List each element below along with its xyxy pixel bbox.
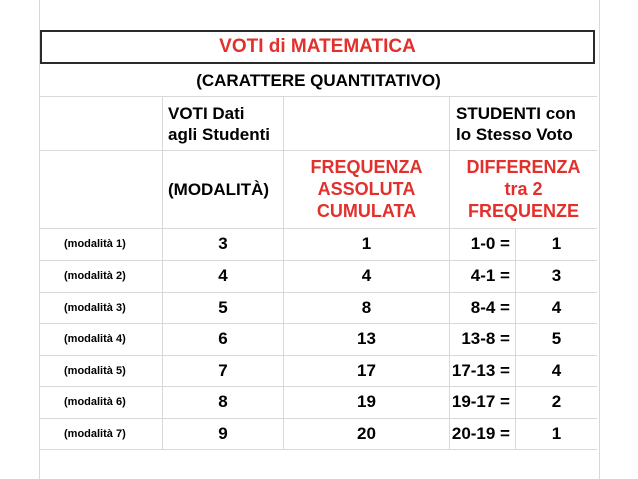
- row-voto: 9: [218, 423, 228, 443]
- header-studenti-line2: lo Stesso Voto: [456, 125, 573, 144]
- header-frequenza-line3: CUMULATA: [316, 201, 417, 221]
- header-differenza-line3: FREQUENZE: [467, 201, 579, 221]
- table-title: VOTI di MATEMATICA: [40, 30, 595, 64]
- row-label: (modalità 3): [64, 301, 126, 314]
- header-frequenza: [284, 152, 449, 226]
- header-modalita: (MODALITÀ): [168, 179, 270, 199]
- header-differenza-line1: DIFFERENZA: [466, 157, 581, 177]
- row-frequenza: 1: [361, 234, 372, 253]
- header-studenti: [456, 103, 596, 147]
- row-frequenza: 17: [357, 360, 376, 380]
- row-differenza-expr: 13-8 =: [461, 329, 510, 348]
- row-frequenza: 13: [357, 329, 376, 348]
- row-result: 3: [551, 266, 562, 285]
- row-differenza-expr: 20-19 =: [451, 423, 510, 443]
- row-label: (modalità 5): [64, 364, 126, 377]
- header-voti-line1: VOTI Dati: [168, 104, 245, 123]
- row-label: (modalità 4): [64, 333, 126, 345]
- row-label: (modalità 6): [64, 396, 126, 408]
- header-differenza-line2: tra 2: [504, 179, 543, 199]
- row-differenza-expr: 19-17 =: [451, 392, 510, 411]
- row-voto: 4: [218, 266, 228, 285]
- row-frequenza: 4: [361, 266, 372, 285]
- grid-line: [40, 150, 597, 151]
- row-voto: 7: [218, 360, 228, 380]
- header-differenza: [450, 152, 597, 226]
- row-label: (modalità 1): [64, 238, 126, 250]
- row-differenza-expr: 8-4 =: [470, 297, 510, 317]
- row-voto: 8: [218, 392, 228, 411]
- header-frequenza-line1: FREQUENZA: [310, 157, 423, 177]
- row-frequenza: 8: [361, 297, 372, 317]
- row-label: (modalità 7): [64, 427, 126, 440]
- table-subtitle: (CARATTERE QUANTITATIVO): [196, 71, 441, 90]
- row-label: (modalità 2): [64, 270, 126, 282]
- grid-line: [40, 96, 597, 97]
- row-voto: 5: [218, 297, 228, 317]
- row-result: 4: [551, 297, 562, 317]
- row-differenza-expr: 1-0 =: [470, 234, 510, 253]
- row-frequenza: 20: [357, 423, 376, 443]
- grid-line: [40, 449, 597, 450]
- header-studenti-line1: STUDENTI con: [456, 104, 576, 123]
- header-frequenza-line2: ASSOLUTA: [317, 179, 416, 199]
- row-result: 1: [551, 234, 562, 253]
- row-result: 4: [551, 360, 562, 380]
- row-frequenza: 19: [357, 392, 376, 411]
- row-result: 1: [551, 423, 562, 443]
- header-voti-line2: agli Studenti: [168, 125, 270, 144]
- row-result: 5: [551, 329, 562, 348]
- row-result: 2: [551, 392, 562, 411]
- header-voti: [168, 103, 280, 147]
- row-differenza-expr: 17-13 =: [451, 360, 510, 380]
- row-differenza-expr: 4-1 =: [470, 266, 510, 285]
- row-voto: 6: [218, 329, 228, 348]
- row-voto: 3: [218, 234, 228, 253]
